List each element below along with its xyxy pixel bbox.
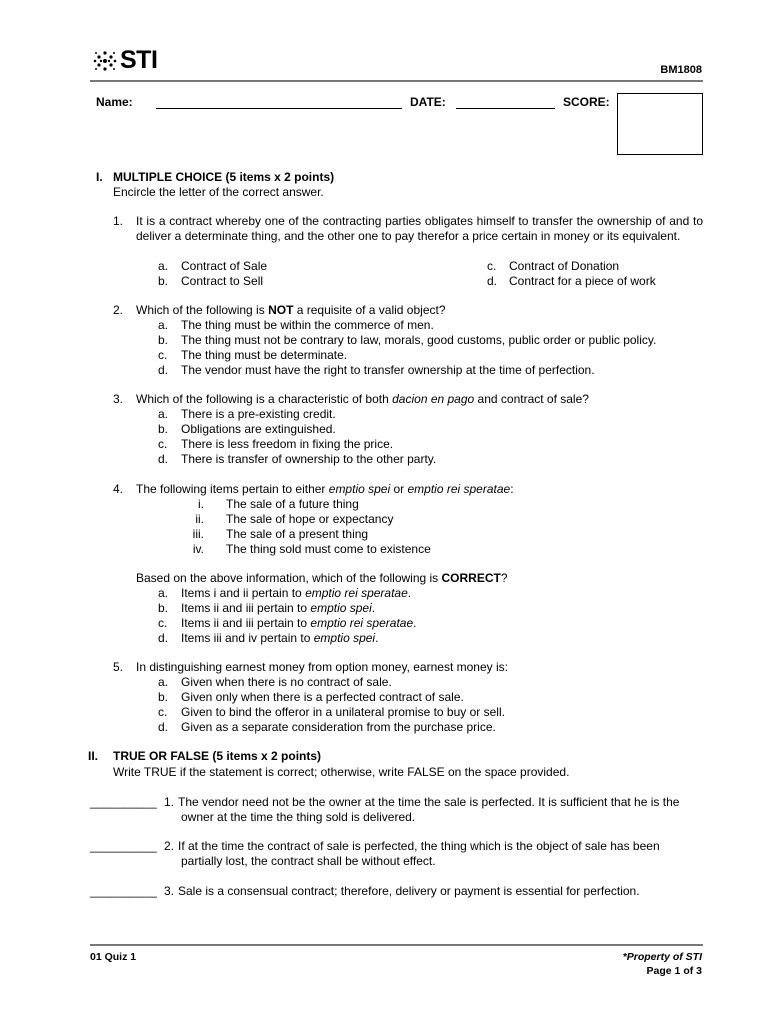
section2-instruction: Write TRUE if the statement is correct; otherwise, write FALSE on the space provided. [113,765,570,779]
course-code: BM1808 [660,64,702,76]
q4-item-iv-text: The thing sold must come to existence [226,542,431,556]
q4-roman-ii: ii. [195,512,204,526]
section1-number: I. [96,170,103,184]
option-italic: emptio spei [310,601,372,615]
score-box[interactable] [617,93,703,155]
option-letter: a. [158,586,169,600]
option-letter: c. [158,437,168,451]
q2-option-a-text: The thing must be within the commerce of men. [181,318,434,332]
q4-option-a[interactable] [158,586,168,600]
q2-text [136,303,446,317]
option-letter: b. [158,690,169,704]
q4-italic-term-2: emptio rei speratae [407,482,511,496]
option-letter: d. [487,274,498,288]
q4-option-c[interactable] [158,616,167,630]
tf1-line2: owner at the time the thing sold is delivered. [181,810,416,824]
q2-text-after: a requisite of a valid object? [293,303,446,317]
q2-option-d[interactable] [158,363,168,377]
option-end: . [413,616,417,630]
q4-option-b[interactable] [158,601,168,615]
option-letter: b. [158,274,169,288]
q4-roman-iv: iv. [192,542,204,556]
option-letter: a. [158,675,169,689]
q3-text-before: Which of the following is a characteristic of both [136,392,393,406]
option-letter: c. [487,259,497,273]
logo-text: STI [120,46,158,74]
q4-italic-term-1: emptio spei [328,482,391,496]
q5-option-a-text: Given when there is no contract of sale. [181,675,392,689]
q3-option-d-text: There is transfer of ownership to the other party. [181,452,437,466]
option-letter: a. [158,407,169,421]
footer-page-number: Page 1 of 3 [646,965,702,977]
name-field[interactable] [156,108,402,109]
q2-option-d-text: The vendor must have the right to transfer ownership at the time of perfection. [181,363,595,377]
q1-option-c[interactable] [487,259,496,273]
q4-prompt [136,571,508,585]
q4-option-d[interactable] [158,631,168,645]
option-text: Items ii and iii pertain to [181,616,311,630]
q5-option-c-text: Given to bind the offeror in a unilateral promise to buy or sell. [181,705,505,719]
name-label: Name: [96,95,133,109]
tf1-answer-blank[interactable]: __________ [90,795,157,809]
q3-option-c[interactable] [158,437,167,451]
q4-item-ii-text: The sale of hope or expectancy [226,512,394,526]
q4-text-before: The following items pertain to either [136,482,329,496]
q4-number: 4. [113,482,124,496]
option-italic: emptio rei speratae [310,616,414,630]
q2-text-before: Which of the following is [136,303,269,317]
option-letter: a. [158,259,169,273]
q4-roman-i: i. [198,497,204,511]
q3-text-after: and contract of sale? [474,392,589,406]
q2-option-c[interactable] [158,348,167,362]
option-letter: c. [158,348,168,362]
q4-text-mid: or [390,482,408,496]
option-letter: c. [158,616,168,630]
q4-prompt-before: Based on the above information, which of the following is [136,571,442,585]
q2-emphasis: NOT [268,303,294,317]
option-end: . [407,586,412,600]
option-letter: b. [158,601,169,615]
sti-globe-icon [92,48,118,74]
option-letter: d. [158,452,169,466]
q1-option-a[interactable] [158,259,168,273]
tf2-answer-blank[interactable]: __________ [90,839,157,853]
option-italic: emptio spei [313,631,376,645]
q3-number: 3. [113,392,124,406]
q4-text [136,482,514,496]
tf1-line1: The vendor need not be the owner at the time the sale is perfected. It is sufficient that he is the [178,795,680,809]
q4-text-after: : [510,482,514,496]
option-letter: b. [158,333,169,347]
section1-instruction: Encircle the letter of the correct answer. [113,185,324,199]
section2-title: TRUE OR FALSE (5 items x 2 points) [113,749,322,763]
section1-title: MULTIPLE CHOICE (5 items x 2 points) [113,170,335,184]
q5-option-d-text: Given as a separate consideration from the purchase price. [181,720,496,734]
q5-option-b[interactable] [158,690,168,704]
q4-option-d-text [181,631,378,645]
date-label: DATE: [410,95,446,109]
option-text: Items ii and iii pertain to [181,601,311,615]
footer-divider [90,944,703,946]
sti-logo [92,46,157,75]
q4-option-c-text [181,616,416,630]
q4-roman-iii: iii. [192,527,204,541]
q3-option-a[interactable] [158,407,168,421]
q1-option-b-text: Contract to Sell [181,274,264,288]
q5-option-c[interactable] [158,705,167,719]
q1-option-a-text: Contract of Sale [181,259,268,273]
q1-option-b[interactable] [158,274,168,288]
q4-prompt-emphasis: CORRECT [441,571,501,585]
q4-item-i-text: The sale of a future thing [226,497,359,511]
header-divider [90,80,703,82]
q3-italic-term: dacion en pago [392,392,475,406]
option-end: . [375,631,379,645]
option-text: Items i and ii pertain to [181,586,306,600]
option-text: Items iii and iv pertain to [181,631,314,645]
q5-option-d[interactable] [158,720,168,734]
q3-option-b-text: Obligations are extinguished. [181,422,336,436]
tf3-number: 3. [164,884,175,898]
q3-option-b[interactable] [158,422,168,436]
q4-option-a-text [181,586,411,600]
q5-option-a[interactable] [158,675,168,689]
q2-option-b-text: The thing must not be contrary to law, morals, good customs, public order or public policy. [181,333,657,347]
tf3-line1: Sale is a consensual contract; therefore, delivery or payment is essential for perfection. [178,884,640,898]
q3-option-d[interactable] [158,452,168,466]
q5-option-b-text: Given only when there is a perfected contract of sale. [181,690,464,704]
q3-option-a-text: There is a pre-existing credit. [181,407,336,421]
option-letter: d. [158,631,169,645]
q2-option-a[interactable] [158,318,168,332]
date-field[interactable] [456,108,555,109]
tf3-answer-blank[interactable]: __________ [90,884,157,898]
tf2-number: 2. [164,839,175,853]
option-letter: a. [158,318,169,332]
tf2-line2: partially lost, the contract shall be without effect. [181,854,436,868]
q4-option-b-text [181,601,375,615]
q2-option-c-text: The thing must be determinate. [181,348,348,362]
option-end: . [371,601,376,615]
section2-number: II. [88,749,99,763]
q5-text: In distinguishing earnest money from option money, earnest money is: [136,660,508,674]
q1-option-d[interactable] [487,274,497,288]
option-letter: d. [158,363,169,377]
q1-text: It is a contract whereby one of the contracting parties obligates himself to transfer the ownership of and to deliver a determinate thing, and the other one to pay therefor a price certain in money or its equivalent. [136,214,703,243]
q3-text [136,392,589,406]
q1-option-d-text: Contract for a piece of work [509,274,656,288]
q2-number: 2. [113,303,124,317]
q4-item-iii-text: The sale of a present thing [226,527,369,541]
option-letter: c. [158,705,168,719]
tf2-line1: If at the time the contract of sale is perfected, the thing which is the object of sale has been [178,839,660,853]
q5-number: 5. [113,660,124,674]
score-label: SCORE: [563,95,610,109]
option-letter: b. [158,422,169,436]
q4-prompt-after: ? [500,571,508,585]
footer-property: *Property of STI [622,951,702,963]
footer-quiz-label: 01 Quiz 1 [90,951,137,963]
option-italic: emptio rei speratae [305,586,408,600]
q1-number: 1. [113,214,124,228]
q1-option-c-text: Contract of Donation [509,259,620,273]
option-letter: d. [158,720,169,734]
q2-option-b[interactable] [158,333,168,347]
tf1-number: 1. [164,795,175,809]
q3-option-c-text: There is less freedom in fixing the price. [181,437,394,451]
